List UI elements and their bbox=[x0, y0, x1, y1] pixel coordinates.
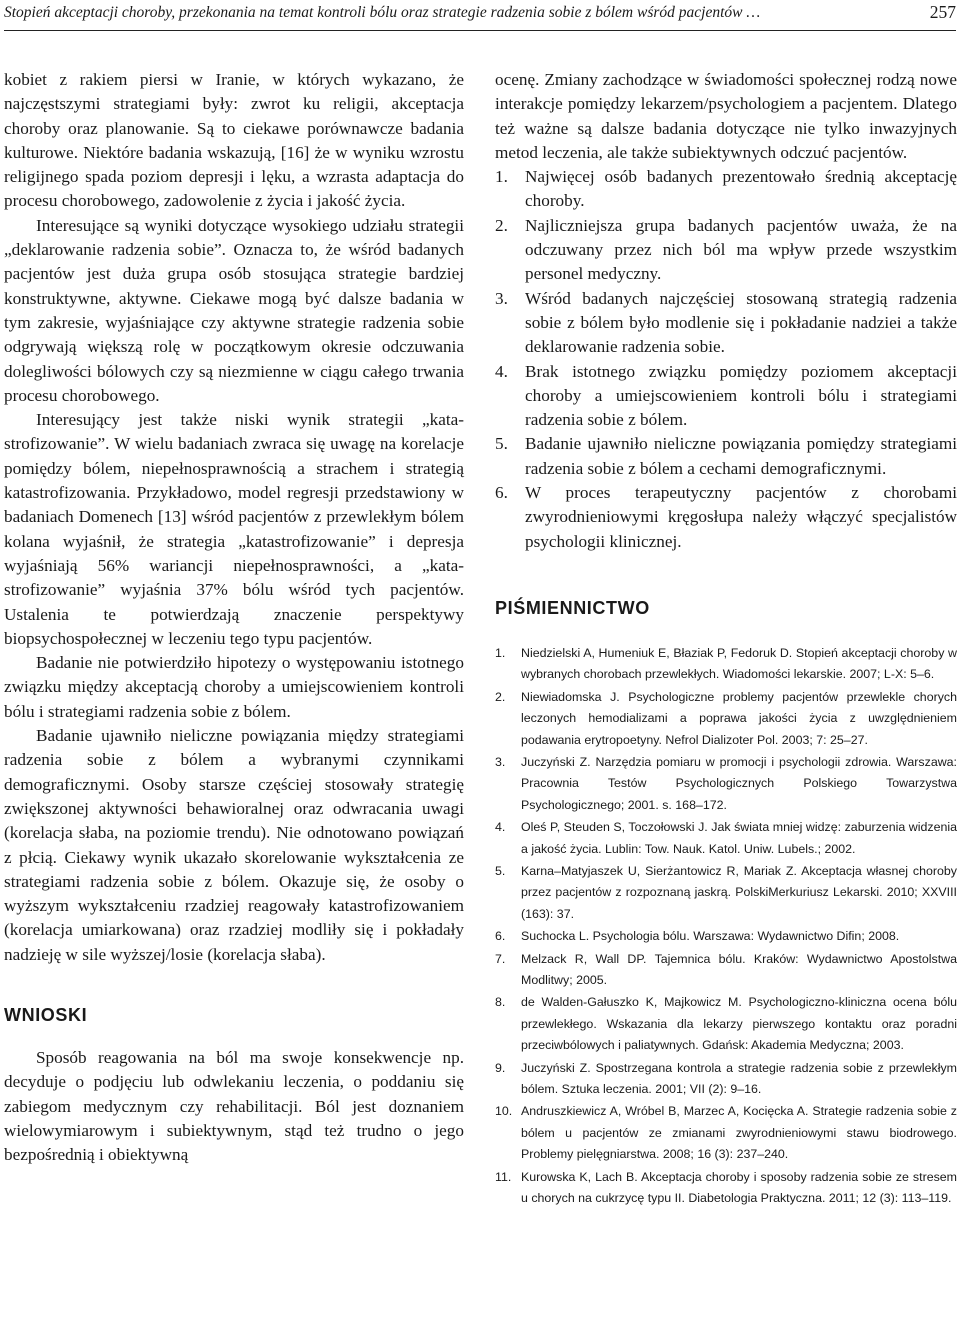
body-paragraph: kobiet z rakiem piersi w Iranie, w których wykazano, że najczęstszymi strategiami były: zwrot ku religii, akceptacja choroby oraz planowanie. Są to ciekawe porównawcze badania kulturowe. Niektóre badania wskazują, [16] że w wyniku wzrostu religijnego spada poziom depresji i lęku, a wzrasta adaptacja do procesu chorobowego, zadowolenie z życia i jakość życia. bbox=[4, 70, 464, 211]
reference-item bbox=[495, 643, 957, 686]
reference-number: 4. bbox=[495, 820, 506, 835]
reference-text: Suchocka L. Psychologia bólu. Warszawa: Wydawnictwo Difin; 2008. bbox=[521, 929, 900, 944]
reference-text: Niewiadomska J. Psychologiczne problemy pacjentów przewlekle chorych leczonych hemodializami a poprawa jakości życia z uwzględnieniem podawania erytropoetyny. Nefrol Dializoter Pol. 2003; 7: 25–27. bbox=[521, 689, 957, 747]
reference-item bbox=[495, 926, 957, 947]
conclusions-heading: WNIOSKI bbox=[4, 1004, 88, 1025]
body-paragraph: ocenę. Zmiany zachodzące w świadomości społecznej rodzą nowe interakcje pomiędzy lekarzem/psychologiem a pacjentem. Dlatego też ważne są dalsze badania dotyczące nie tylko inwazyjnych metod leczenia, ale także subiektywnych odczuć pacjentów. bbox=[495, 70, 957, 162]
body-paragraph: Interesujące są wyniki dotyczące wysokiego udziału strategii „deklarowanie radzenia sobie”. Oznacza to, że wśród badanych pacjentów jest duża grupa osób stosująca strategie bardziej konstruktywne, aktywne. Ciekawe mogą być dalsze badania w tym zakresie, wyjaśniające czy aktywne strategie radzenia sobie odgrywają większą rolę w początkowym okresie odczuwania dolegliwości bólowych czy są niezmienne w ciągu całego trwania procesu chorobowego. bbox=[4, 215, 464, 405]
conclusion-text: Najliczniejsza grupa badanych pacjentów uważa, że na odczuwany przez nich ból ma wpływ przede wszystkim personel medyczny. bbox=[525, 215, 957, 284]
reference-text: Kurowska K, Lach B. Akceptacja choroby i sposoby radzenia sobie ze stresem u chorych na cukrzycę typu II. Diabetologia Praktyczna. 2011; 12 (3): 113–119. bbox=[521, 1169, 957, 1206]
conclusions-intro: Sposób reagowania na ból ma swoje konsekwencje np. decyduje o podjęciu lub odwlekaniu leczenia, o poddaniu się zabiegom medycznym czy rehabilitacji. Ból jest doznaniem wielowymiarowym i subiektywnym, stąd też trudno o jego bezpośrednią i obiektywną bbox=[4, 1047, 464, 1165]
reference-number: 8. bbox=[495, 995, 506, 1010]
conclusion-item bbox=[495, 287, 957, 360]
conclusion-number: 6. bbox=[495, 483, 508, 503]
reference-item bbox=[495, 992, 957, 1056]
body-paragraph: Badanie nie potwierdziło hipotezy o występowaniu istotnego związku między akceptacją choroby a umiejscowieniem kontroli bólu i strategiami radzenia sobie z bólem. bbox=[4, 653, 464, 721]
conclusion-text: Wśród badanych najczęściej stosowaną strategią radzenia sobie z bólem było modlenie się i pokładanie nadziei a także deklarowanie radzenia sobie. bbox=[525, 288, 957, 357]
conclusion-item bbox=[495, 165, 957, 214]
reference-text: Niedzielski A, Humeniuk E, Błaziak P, Fedoruk D. Stopień akceptacji choroby w wybranych chorobach przewlekłych. Wiadomości lekarskie. 2007; L-X: 5–6. bbox=[521, 645, 957, 682]
conclusion-number: 5. bbox=[495, 434, 508, 454]
reference-number: 7. bbox=[495, 951, 506, 966]
page-header bbox=[4, 0, 956, 31]
reference-number: 11. bbox=[495, 1169, 512, 1184]
conclusion-text: Brak istotnego związku pomiędzy poziomem akceptacji choroby a umiejscowieniem kontroli bólu i strategiami radzenia sobie z bólem. bbox=[525, 361, 957, 430]
reference-item bbox=[495, 1167, 957, 1210]
reference-number: 10. bbox=[495, 1104, 513, 1119]
conclusion-item bbox=[495, 432, 957, 481]
conclusion-item bbox=[495, 214, 957, 287]
reference-text: Melzack R, Wall DP. Tajemnica bólu. Kraków: Wydawnictwo Apostolstwa Modlitwy; 2005. bbox=[521, 951, 957, 988]
conclusion-item bbox=[495, 360, 957, 433]
reference-item bbox=[495, 861, 957, 925]
reference-item bbox=[495, 752, 957, 816]
body-paragraph: Interesujący jest także niski wynik strategii „katastrofizowanie”. W wielu badaniach zwraca się uwagę na korelacje pomiędzy bólem, niepełnosprawnością a strachem i strategią katastrofizowania. Przykładowo, model regresji przedstawiony w badaniach Domenech [13] wśród pacjentów z przewlekłym bólem kolana wyjaśnił, że strategia „katastrofizowanie” i depresja wyjaśniają 56% wariancji niepełnosprawności, a „katastrofizowanie” wyjaśnia 37% bólu wśród tych pacjentów. Ustalenia te potwierdzają znaczenie perspektywy biopsychospołecznej w leczeniu tego typu pacjentów. bbox=[4, 410, 464, 648]
conclusion-number: 2. bbox=[495, 215, 508, 235]
conclusion-number: 1. bbox=[495, 167, 508, 187]
reference-item bbox=[495, 1058, 957, 1101]
reference-item bbox=[495, 1101, 957, 1165]
conclusions-list bbox=[495, 165, 957, 554]
body-paragraph: Badanie ujawniło nieliczne powiązania między strategiami radzenia sobie z bólem a wybranymi czynnikami demograficznymi. Osoby starsze częściej stosowały strategię zwiększonej aktywności behawioralnej oraz odwracania uwagi (korelacja słaba, na poziomie trendu). Nie odnotowano powiązań z płcią. Ciekawy wynik ukazało skorelowanie wykształcenia ze strategiami radzenia sobie z bólem. Okazuje się, że osoby o wyższym wykształceniu rzadziej reagowały katastrofizowaniem (korelacja umiarkowana) oraz rzadziej modliły się i pokładały nadzieję w sile wyższej/losie (korelacja słaba). bbox=[4, 726, 464, 964]
references-list bbox=[495, 643, 957, 1210]
running-title: Stopień akceptacji choroby, przekonania na temat kontroli bólu oraz strategie radzenia sobie z bólem wśród pacjentów … bbox=[4, 4, 761, 21]
reference-item bbox=[495, 687, 957, 751]
conclusion-text: Badanie ujawniło nieliczne powiązania pomiędzy strategiami radzenia sobie z bólem a cechami demograficznymi. bbox=[525, 434, 957, 478]
conclusion-text: Najwięcej osób badanych prezentowało średnią akceptację choroby. bbox=[525, 167, 957, 211]
reference-number: 5. bbox=[495, 864, 506, 878]
reference-text: de Walden-Gałuszko K, Majkowicz M. Psychologiczno-kliniczna ocena bólu przewlekłego. Wskazania dla lekarzy pierwszego kontaktu oraz poradni przeciwbólowych i paliatywnych. Gdańsk: Akademia Medyczna; 2003. bbox=[521, 995, 957, 1053]
reference-item bbox=[495, 817, 957, 860]
conclusion-number: 4. bbox=[495, 361, 508, 381]
reference-number: 3. bbox=[495, 754, 506, 769]
reference-text: Juczyński Z. Narzędzia pomiaru w promocji i psychologii zdrowia. Warszawa: Pracownia Testów Psychologicznych Polskiego Towarzystwa Psychologicznego; 2001. s. 168–172. bbox=[521, 754, 957, 812]
references-heading: PIŚMIENNICTWO bbox=[495, 597, 650, 618]
reference-number: 6. bbox=[495, 929, 506, 944]
reference-text: Oleś P, Steuden S, Toczołowski J. Jak świata mniej widzę: zaburzenia widzenia a jakość życia. Lublin: Tow. Nauk. Katol. Uniw. Lubels.; 2002. bbox=[521, 820, 957, 856]
reference-text: Karna–Matyjaszek U, Sierżantowicz R, Mariak Z. Akceptacja własnej choroby przez pacjentów z rozpoznaną jaskrą. PolskiMerkuriusz Lekarski. 2010; XXVIII (163): 37. bbox=[521, 864, 957, 921]
reference-item bbox=[495, 949, 957, 992]
reference-number: 1. bbox=[495, 645, 506, 660]
conclusion-text: W proces terapeutyczny pacjentów z chorobami zwyrodnieniowymi kręgosłupa należy włączyć specjalistów psychologii klinicznej. bbox=[525, 483, 957, 551]
page-number: 257 bbox=[929, 2, 956, 22]
right-column bbox=[495, 68, 957, 1211]
reference-number: 2. bbox=[495, 689, 506, 704]
conclusion-number: 3. bbox=[495, 288, 508, 308]
reference-text: Juczyński Z. Spostrzegana kontrola a strategie radzenia sobie z przewlekłym bólem. Sztuka leczenia. 2001; VII (2): 9–16. bbox=[521, 1060, 957, 1097]
conclusion-item bbox=[495, 481, 957, 554]
reference-text: Andruszkiewicz A, Wróbel B, Marzec A, Kocięcka A. Strategie radzenia sobie z bólem u pacjentów ze zmianami zwyrodnieniowymi stawu biodrowego. Problemy pielęgniarstwa. 2008; 16 (3): 237–240. bbox=[521, 1104, 957, 1162]
left-column bbox=[4, 68, 464, 1167]
reference-number: 9. bbox=[495, 1060, 506, 1075]
